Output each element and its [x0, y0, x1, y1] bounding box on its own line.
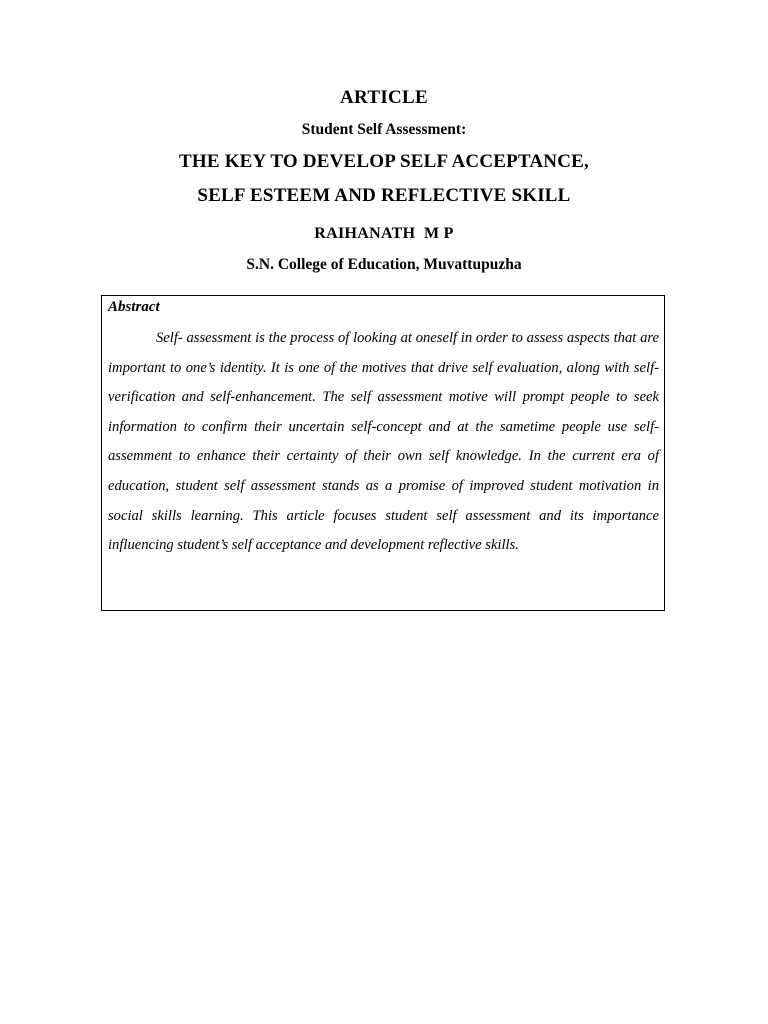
- article-subtitle: Student Self Assessment:: [301, 121, 467, 138]
- abstract-heading: Abstract: [108, 299, 160, 315]
- abstract-text: Self- assessment is the process of looking at oneself in order to assess aspects that are important to one’s identity. It is one of the motives that drive self evaluation, along with self-verification and self-enhancement. The self assessment motive will prompt people to seek information to confirm their uncertain self-concept and at the sametime people use self-assemment to enhance their certainty of their own self knowledge. In the current era of education, student self assessment stands as a promise of improved student motivation in social skills learning. This article focuses student self assessment and its importance influencing student’s self acceptance and development reflective skills.: [108, 330, 659, 554]
- author-name: [0, 225, 768, 243]
- article-title-line-1: THE KEY TO DEVELOP SELF ACCEPTANCE,: [179, 151, 589, 172]
- author-text: RAIHANATH M P: [314, 225, 454, 242]
- article-title-line-2: SELF ESTEEM AND REFLECTIVE SKILL: [197, 185, 571, 206]
- abstract-box: [101, 295, 665, 611]
- article-label: ARTICLE: [339, 87, 428, 108]
- author-affiliation: S.N. College of Education, Muvattupuzha: [246, 256, 522, 273]
